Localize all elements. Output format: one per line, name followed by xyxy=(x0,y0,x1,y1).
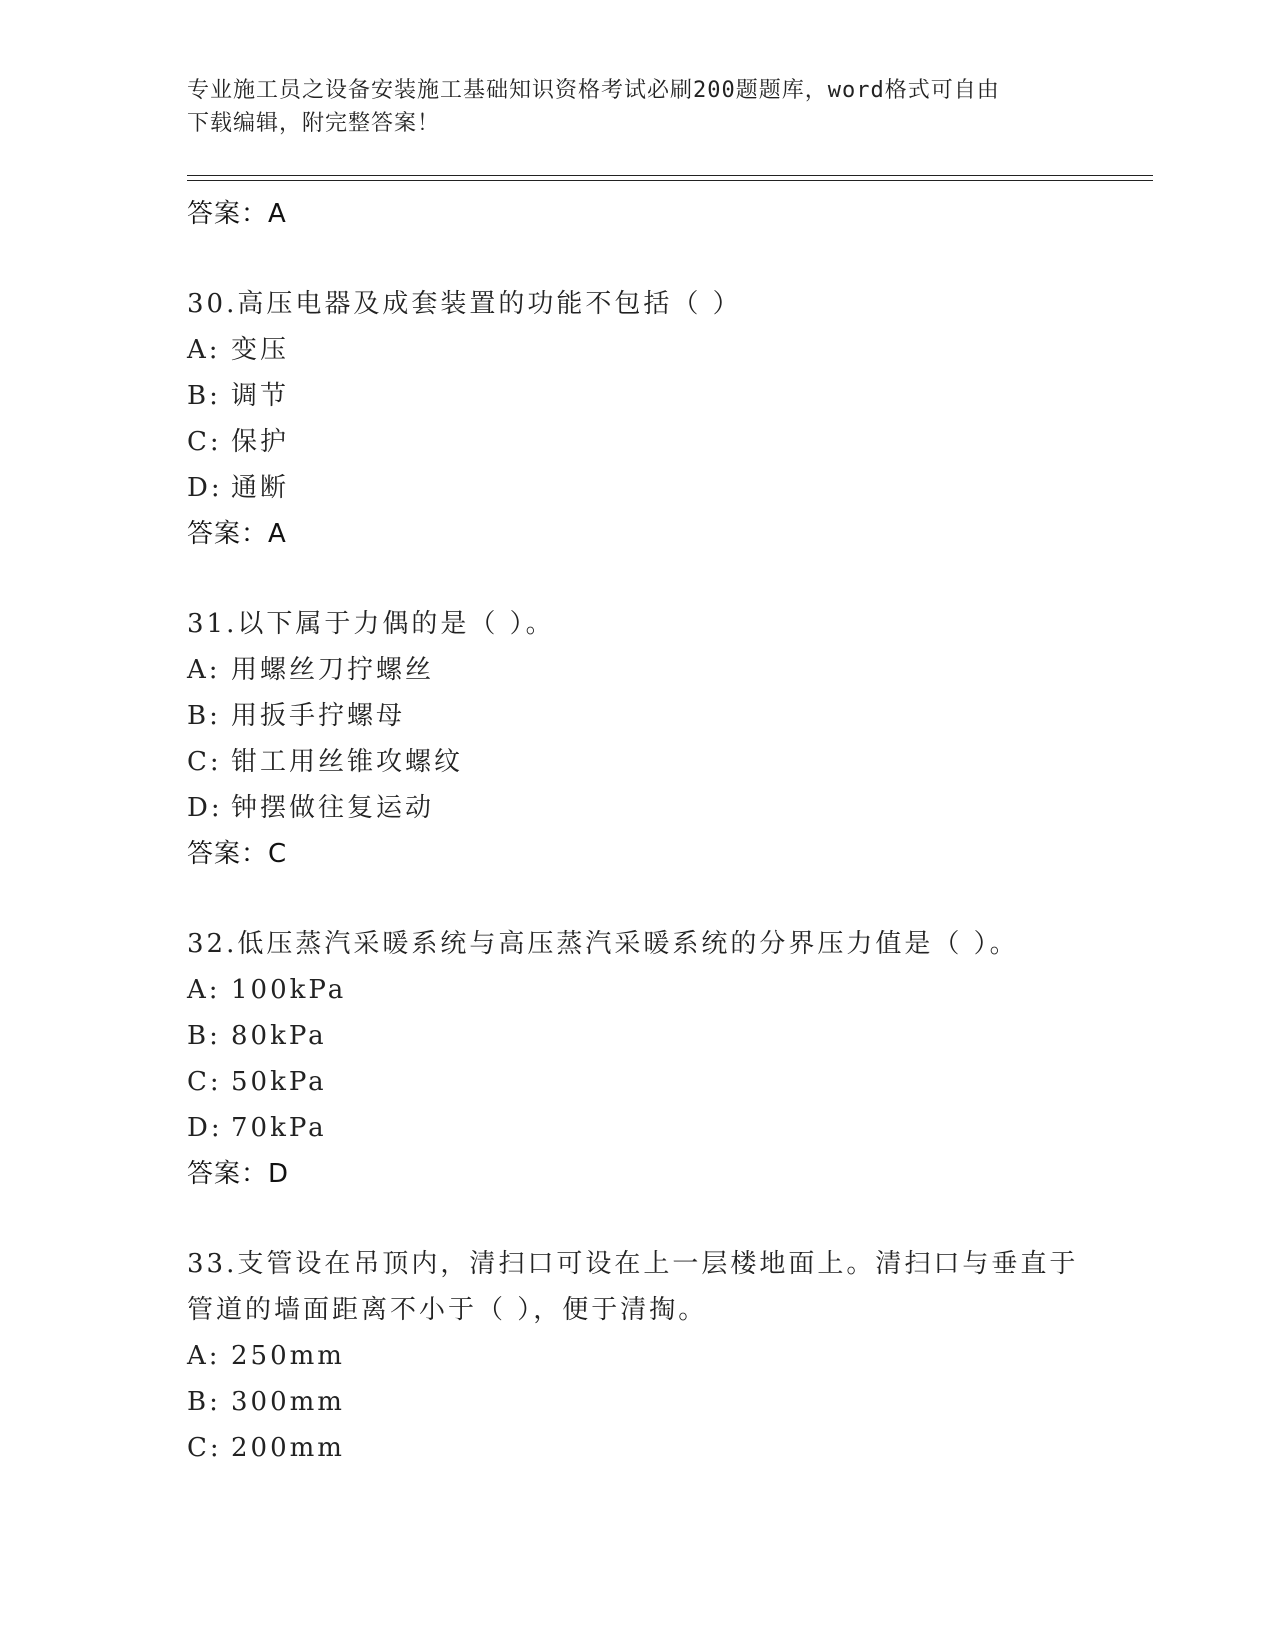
option-a xyxy=(187,1333,1087,1379)
option-text: 钳工用丝锥攻螺纹 xyxy=(231,747,464,777)
option-text: 保护 xyxy=(231,427,290,457)
question-block xyxy=(187,281,1087,557)
question-text: 31.以下属于力偶的是（ ）。 xyxy=(187,609,555,639)
header-line-2: 下载编辑，附完整答案！ xyxy=(187,111,441,136)
option-label: A: xyxy=(187,975,221,1005)
question-block xyxy=(187,1241,1087,1471)
option-b xyxy=(187,1379,1087,1425)
option-text: 70kPa xyxy=(231,1113,327,1143)
option-label: D: xyxy=(187,793,223,823)
option-text: 用扳手拧螺母 xyxy=(231,701,406,731)
option-c xyxy=(187,419,1087,465)
answer-line: 答案：A xyxy=(187,519,287,549)
question-list xyxy=(187,191,1087,1471)
question-text: 32.低压蒸汽采暖系统与高压蒸汽采暖系统的分界压力值是（ ）。 xyxy=(187,929,1019,959)
option-text: 用螺丝刀拧螺丝 xyxy=(231,655,435,685)
option-d xyxy=(187,1105,1087,1151)
option-c xyxy=(187,739,1087,785)
option-c xyxy=(187,1425,1087,1471)
option-text: 200mm xyxy=(231,1433,345,1463)
answer-line: 答案：D xyxy=(187,1159,290,1189)
option-label: C: xyxy=(187,747,222,777)
option-d xyxy=(187,465,1087,511)
option-label: B: xyxy=(187,381,221,411)
option-text: 通断 xyxy=(231,473,290,503)
answer-line: 答案：C xyxy=(187,839,288,869)
option-b xyxy=(187,1013,1087,1059)
option-text: 100kPa xyxy=(231,975,347,1005)
question-block xyxy=(187,921,1087,1197)
option-label: C: xyxy=(187,1067,222,1097)
option-text: 300mm xyxy=(231,1387,345,1417)
option-label: C: xyxy=(187,427,222,457)
header-divider-bottom xyxy=(187,180,1153,181)
option-text: 变压 xyxy=(231,335,290,365)
header-line-1: 专业施工员之设备安装施工基础知识资格考试必刷200题题库，word格式可自由 xyxy=(187,78,1000,103)
option-label: A: xyxy=(187,655,221,685)
option-d xyxy=(187,785,1087,831)
option-a xyxy=(187,647,1087,693)
option-label: D: xyxy=(187,473,223,503)
option-b xyxy=(187,693,1087,739)
option-label: B: xyxy=(187,701,221,731)
option-text: 调节 xyxy=(231,381,290,411)
option-label: A: xyxy=(187,1341,221,1371)
question-block xyxy=(187,601,1087,877)
question-text-line-1: 33.支管设在吊顶内，清扫口可设在上一层楼地面上。清扫口与垂直于 xyxy=(187,1249,1079,1279)
option-label: C: xyxy=(187,1433,222,1463)
option-b xyxy=(187,373,1087,419)
question-text: 30.高压电器及成套装置的功能不包括（ ） xyxy=(187,289,742,319)
option-label: D: xyxy=(187,1113,223,1143)
option-a xyxy=(187,327,1087,373)
option-text: 50kPa xyxy=(231,1067,327,1097)
option-label: A: xyxy=(187,335,221,365)
option-text: 钟摆做往复运动 xyxy=(231,793,435,823)
header-divider-top xyxy=(187,175,1153,176)
option-label: B: xyxy=(187,1021,221,1051)
question-text-line-2: 管道的墙面距离不小于（ ），便于清掏。 xyxy=(187,1295,708,1325)
option-c xyxy=(187,1059,1087,1105)
previous-answer: 答案：A xyxy=(187,199,287,229)
option-a xyxy=(187,967,1087,1013)
document-header xyxy=(187,74,1087,140)
option-text: 80kPa xyxy=(231,1021,327,1051)
option-label: B: xyxy=(187,1387,221,1417)
option-text: 250mm xyxy=(231,1341,345,1371)
